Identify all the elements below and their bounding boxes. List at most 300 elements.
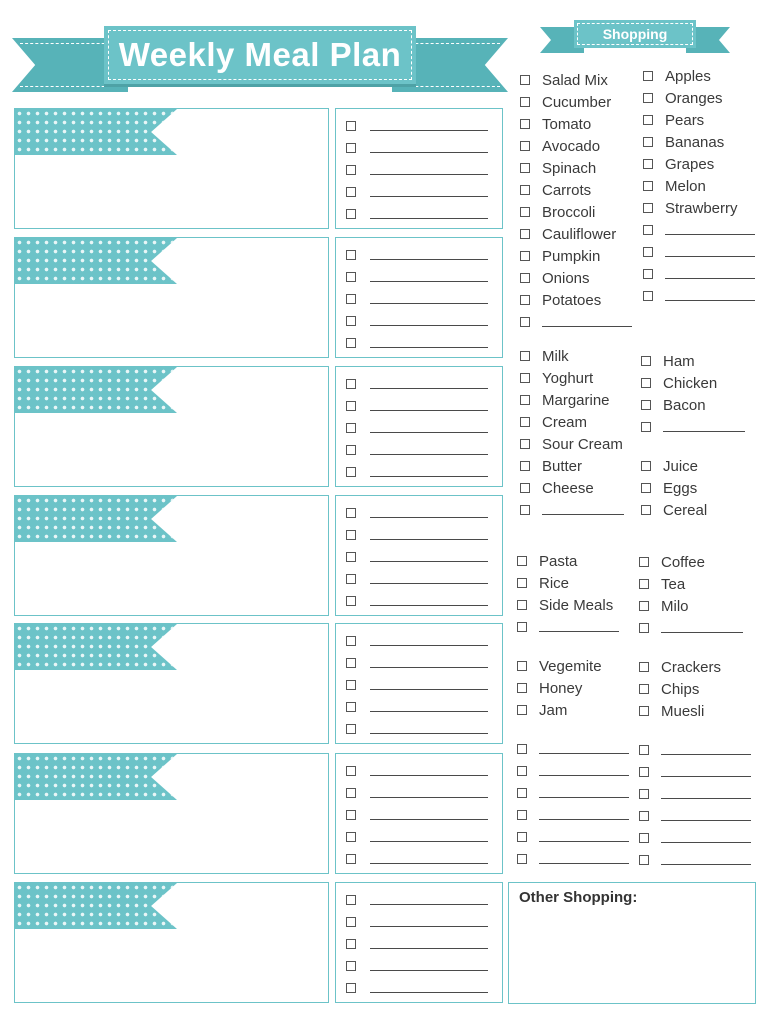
write-in-line[interactable] <box>539 810 629 820</box>
write-in-line[interactable] <box>539 622 619 632</box>
shopping-item <box>639 805 751 827</box>
write-in-line[interactable] <box>370 401 488 411</box>
polka-dot-flag <box>15 367 177 413</box>
checkbox[interactable] <box>639 601 649 611</box>
pantry-list-right <box>639 551 743 639</box>
write-in-line[interactable] <box>370 854 488 864</box>
checkbox[interactable] <box>346 316 356 326</box>
shopping-item <box>643 87 755 109</box>
checkbox[interactable] <box>346 680 356 690</box>
checkbox[interactable] <box>643 115 653 125</box>
write-in-line[interactable] <box>370 917 488 927</box>
shopping-item <box>520 91 632 113</box>
write-in-line[interactable] <box>370 445 488 455</box>
shopping-item <box>520 367 624 389</box>
checkbox[interactable] <box>643 71 653 81</box>
write-in-line[interactable] <box>665 247 755 257</box>
write-in-line[interactable] <box>661 833 751 843</box>
checkbox[interactable] <box>520 295 530 305</box>
shopping-item <box>639 573 743 595</box>
checkbox[interactable] <box>346 983 356 993</box>
checkbox[interactable] <box>520 75 530 85</box>
shopping-item <box>641 499 707 521</box>
shopping-item <box>639 739 751 761</box>
checklist-row <box>346 524 502 546</box>
checkbox[interactable] <box>639 789 649 799</box>
write-in-line[interactable] <box>370 508 488 518</box>
write-in-line[interactable] <box>370 209 488 219</box>
checklist-row <box>346 266 502 288</box>
write-in-line[interactable] <box>665 225 755 235</box>
shopping-item <box>517 655 602 677</box>
write-in-line[interactable] <box>370 272 488 282</box>
day-checklist <box>335 108 503 229</box>
shopping-item-label: Tea <box>661 575 686 593</box>
shopping-item <box>520 311 632 333</box>
day-meal-box[interactable] <box>14 882 329 1003</box>
checkbox[interactable] <box>346 917 356 927</box>
checklist-row <box>346 568 502 590</box>
checkbox[interactable] <box>346 121 356 131</box>
checkbox[interactable] <box>517 578 527 588</box>
checkbox[interactable] <box>517 810 527 820</box>
shopping-item <box>520 245 632 267</box>
shopping-item <box>520 223 632 245</box>
breakfast-list <box>641 455 707 521</box>
shopping-item-label: Yoghurt <box>542 369 594 387</box>
checkbox[interactable] <box>520 163 530 173</box>
shopping-item <box>641 416 745 438</box>
shopping-item <box>639 827 751 849</box>
write-in-line[interactable] <box>370 121 488 131</box>
checkbox[interactable] <box>346 445 356 455</box>
checkbox[interactable] <box>639 579 649 589</box>
checkbox[interactable] <box>346 961 356 971</box>
write-in-line[interactable] <box>661 623 743 633</box>
shopping-item <box>520 289 632 311</box>
day-meal-box[interactable] <box>14 237 329 358</box>
checkbox[interactable] <box>346 702 356 712</box>
checklist-row <box>346 977 502 999</box>
checkbox[interactable] <box>643 225 653 235</box>
checklist-row <box>346 115 502 137</box>
checkbox[interactable] <box>346 467 356 477</box>
shopping-item-label: Crackers <box>661 658 722 676</box>
checklist-row <box>346 373 502 395</box>
checkbox[interactable] <box>346 423 356 433</box>
checkbox[interactable] <box>520 97 530 107</box>
spreads-list <box>517 655 602 721</box>
checkbox[interactable] <box>641 378 651 388</box>
shopping-item <box>639 551 743 573</box>
checkbox[interactable] <box>346 401 356 411</box>
shopping-item <box>643 285 755 307</box>
checkbox[interactable] <box>639 706 649 716</box>
day-checklist <box>335 366 503 487</box>
shopping-item <box>643 219 755 241</box>
shopping-item-label: Chicken <box>663 374 718 392</box>
checklist-row <box>346 159 502 181</box>
shopping-item-label: Milo <box>661 597 689 615</box>
write-in-line[interactable] <box>661 855 751 865</box>
write-in-line[interactable] <box>663 422 745 432</box>
write-in-line[interactable] <box>661 811 751 821</box>
title-banner <box>12 26 508 98</box>
shopping-item <box>517 804 629 826</box>
checklist-row <box>346 911 502 933</box>
dairy-list <box>520 345 624 521</box>
checkbox[interactable] <box>346 658 356 668</box>
shopping-item <box>639 849 751 871</box>
checklist-row <box>346 439 502 461</box>
write-in-line[interactable] <box>370 680 488 690</box>
day-meal-box[interactable] <box>14 495 329 616</box>
checkbox[interactable] <box>346 895 356 905</box>
day-meal-box[interactable] <box>14 366 329 487</box>
checklist-row <box>346 590 502 612</box>
checkbox[interactable] <box>346 724 356 734</box>
checkbox[interactable] <box>346 530 356 540</box>
shopping-item-label: Cauliflower <box>542 225 617 243</box>
day-meal-box[interactable] <box>14 753 329 874</box>
checklist-row <box>346 244 502 266</box>
write-in-line[interactable] <box>539 854 629 864</box>
checkbox[interactable] <box>346 187 356 197</box>
checkbox[interactable] <box>639 855 649 865</box>
shopping-item-label: Rice <box>539 574 570 592</box>
write-in-line[interactable] <box>370 250 488 260</box>
checkbox[interactable] <box>520 229 530 239</box>
write-in-line[interactable] <box>370 316 488 326</box>
checkbox[interactable] <box>346 508 356 518</box>
shopping-item-label: Tomato <box>542 115 592 133</box>
checkbox[interactable] <box>643 269 653 279</box>
checklist-row <box>346 696 502 718</box>
shopping-item-label: Potatoes <box>542 291 602 309</box>
checkbox[interactable] <box>346 596 356 606</box>
shopping-item-label: Side Meals <box>539 596 614 614</box>
day-checklist <box>335 882 503 1003</box>
write-in-line[interactable] <box>542 317 632 327</box>
write-in-line[interactable] <box>370 552 488 562</box>
checkbox[interactable] <box>346 143 356 153</box>
snacks-list <box>639 656 721 722</box>
checkbox[interactable] <box>520 251 530 261</box>
shopping-item <box>639 617 743 639</box>
checklist-row <box>346 889 502 911</box>
shopping-item-label: Bananas <box>665 133 725 151</box>
checklist-row <box>346 674 502 696</box>
checkbox[interactable] <box>346 574 356 584</box>
checklist-row <box>346 782 502 804</box>
checkbox[interactable] <box>346 379 356 389</box>
checkbox[interactable] <box>517 705 527 715</box>
checkbox[interactable] <box>346 209 356 219</box>
shopping-item <box>641 394 745 416</box>
shopping-item-label: Jam <box>539 701 568 719</box>
shopping-item <box>520 345 624 367</box>
checkbox[interactable] <box>517 788 527 798</box>
checkbox[interactable] <box>520 119 530 129</box>
shopping-item <box>643 65 755 87</box>
checkbox[interactable] <box>517 832 527 842</box>
checkbox[interactable] <box>520 351 530 361</box>
checkbox[interactable] <box>346 939 356 949</box>
shopping-item <box>520 69 632 91</box>
checkbox[interactable] <box>517 766 527 776</box>
day-meal-box[interactable] <box>14 623 329 744</box>
checkbox[interactable] <box>639 745 649 755</box>
checkbox[interactable] <box>520 373 530 383</box>
write-in-line[interactable] <box>661 789 751 799</box>
shopping-item-label: Onions <box>542 269 590 287</box>
day-checklist <box>335 623 503 744</box>
write-in-line[interactable] <box>370 724 488 734</box>
checkbox[interactable] <box>641 422 651 432</box>
shopping-item <box>641 477 707 499</box>
shopping-item <box>517 699 602 721</box>
write-in-line[interactable] <box>370 294 488 304</box>
shopping-item <box>643 131 755 153</box>
checkbox[interactable] <box>517 600 527 610</box>
shopping-title: Shopping <box>602 26 668 42</box>
checkbox[interactable] <box>346 636 356 646</box>
write-in-line[interactable] <box>661 767 751 777</box>
shopping-item <box>639 700 721 722</box>
checkbox[interactable] <box>643 159 653 169</box>
checkbox[interactable] <box>520 185 530 195</box>
shopping-ribbon <box>574 20 696 48</box>
shopping-item-label: Butter <box>542 457 583 475</box>
shopping-item-label: Coffee <box>661 553 705 571</box>
checkbox[interactable] <box>643 203 653 213</box>
checklist-row <box>346 137 502 159</box>
checkbox[interactable] <box>639 623 649 633</box>
checkbox[interactable] <box>520 395 530 405</box>
checkbox[interactable] <box>346 810 356 820</box>
checkbox[interactable] <box>639 767 649 777</box>
write-in-line[interactable] <box>370 961 488 971</box>
write-in-line[interactable] <box>370 423 488 433</box>
shopping-item-label: Strawberry <box>665 199 738 217</box>
checklist-row <box>346 760 502 782</box>
write-in-line[interactable] <box>370 574 488 584</box>
shopping-item <box>520 201 632 223</box>
write-in-line[interactable] <box>539 832 629 842</box>
checkbox[interactable] <box>643 181 653 191</box>
write-in-line[interactable] <box>539 744 629 754</box>
checkbox[interactable] <box>346 788 356 798</box>
polka-dot-flag <box>15 754 177 800</box>
write-in-line[interactable] <box>665 291 755 301</box>
write-in-line[interactable] <box>539 766 629 776</box>
write-in-line[interactable] <box>370 810 488 820</box>
shopping-item-label: Cucumber <box>542 93 612 111</box>
checkbox[interactable] <box>346 854 356 864</box>
shopping-item <box>643 197 755 219</box>
checkbox[interactable] <box>346 165 356 175</box>
checkbox[interactable] <box>643 291 653 301</box>
checkbox[interactable] <box>520 505 530 515</box>
other-shopping-label: Other Shopping: <box>519 889 638 906</box>
checkbox[interactable] <box>639 557 649 567</box>
shopping-banner <box>540 20 730 56</box>
checkbox[interactable] <box>641 505 651 515</box>
shopping-item-label: Apples <box>665 67 711 85</box>
write-in-line[interactable] <box>665 269 755 279</box>
shopping-item <box>643 109 755 131</box>
shopping-item <box>639 678 721 700</box>
write-in-line[interactable] <box>370 338 488 348</box>
write-in-line[interactable] <box>370 467 488 477</box>
polka-dot-flag <box>15 496 177 542</box>
shopping-item-label: Pears <box>665 111 705 129</box>
checkbox[interactable] <box>517 661 527 671</box>
checklist-row <box>346 332 502 354</box>
checkbox[interactable] <box>346 272 356 282</box>
checklist-row <box>346 546 502 568</box>
checklist-row <box>346 826 502 848</box>
polka-dot-flag <box>15 109 177 155</box>
checkbox[interactable] <box>643 137 653 147</box>
checkbox[interactable] <box>346 766 356 776</box>
checkbox[interactable] <box>517 683 527 693</box>
write-in-line[interactable] <box>370 983 488 993</box>
write-in-line[interactable] <box>370 596 488 606</box>
checkbox[interactable] <box>520 461 530 471</box>
checklist-row <box>346 804 502 826</box>
checkbox[interactable] <box>346 338 356 348</box>
shopping-item <box>641 455 707 477</box>
checklist-row <box>346 203 502 225</box>
polka-dot-flag <box>15 883 177 929</box>
polka-dot-flag <box>15 624 177 670</box>
write-in-line[interactable] <box>370 702 488 712</box>
day-checklist <box>335 495 503 616</box>
write-in-line[interactable] <box>370 895 488 905</box>
checkbox[interactable] <box>639 662 649 672</box>
checkbox[interactable] <box>641 356 651 366</box>
write-in-line[interactable] <box>542 505 624 515</box>
write-in-line[interactable] <box>370 658 488 668</box>
shopping-item <box>520 411 624 433</box>
shopping-item-label: Pumpkin <box>542 247 601 265</box>
shopping-item-label: Avocado <box>542 137 601 155</box>
write-in-line[interactable] <box>370 143 488 153</box>
write-in-line[interactable] <box>370 379 488 389</box>
checkbox[interactable] <box>641 400 651 410</box>
checklist-row <box>346 417 502 439</box>
day-meal-box[interactable] <box>14 108 329 229</box>
checkbox[interactable] <box>639 684 649 694</box>
checkbox[interactable] <box>520 273 530 283</box>
write-in-line[interactable] <box>370 832 488 842</box>
fruit-list <box>643 65 755 307</box>
shopping-item <box>639 656 721 678</box>
shopping-item-label: Milk <box>542 347 569 365</box>
checkbox[interactable] <box>346 552 356 562</box>
shopping-item-label: Oranges <box>665 89 723 107</box>
shopping-item-label: Spinach <box>542 159 597 177</box>
write-in-line[interactable] <box>370 187 488 197</box>
shopping-item <box>517 826 629 848</box>
write-in-line[interactable] <box>370 165 488 175</box>
shopping-item <box>639 783 751 805</box>
shopping-item-label: Sour Cream <box>542 435 623 453</box>
shopping-item <box>520 477 624 499</box>
other-shopping-box[interactable] <box>508 882 756 1004</box>
shopping-item <box>517 550 619 572</box>
shopping-item-label: Margarine <box>542 391 610 409</box>
write-in-line[interactable] <box>370 636 488 646</box>
shopping-item <box>643 153 755 175</box>
shopping-item-label: Chips <box>661 680 700 698</box>
shopping-item <box>517 616 619 638</box>
checkbox[interactable] <box>641 483 651 493</box>
checkbox[interactable] <box>520 317 530 327</box>
shopping-item <box>520 455 624 477</box>
shopping-item-label: Cream <box>542 413 588 431</box>
checklist-row <box>346 395 502 417</box>
shopping-item-label: Grapes <box>665 155 715 173</box>
checkbox[interactable] <box>639 833 649 843</box>
checkbox[interactable] <box>517 854 527 864</box>
checklist-row <box>346 652 502 674</box>
checkbox[interactable] <box>517 622 527 632</box>
write-in-line[interactable] <box>661 745 751 755</box>
shopping-item <box>639 761 751 783</box>
shopping-item <box>517 760 629 782</box>
checkbox[interactable] <box>520 207 530 217</box>
checklist-row <box>346 181 502 203</box>
banner-ribbon <box>104 26 416 84</box>
checkbox[interactable] <box>346 832 356 842</box>
checkbox[interactable] <box>520 141 530 151</box>
extra-list-left <box>517 738 629 870</box>
write-in-line[interactable] <box>370 766 488 776</box>
write-in-line[interactable] <box>370 788 488 798</box>
shopping-item <box>643 241 755 263</box>
checkbox[interactable] <box>517 744 527 754</box>
write-in-line[interactable] <box>370 530 488 540</box>
shopping-item-label: Melon <box>665 177 706 195</box>
checkbox[interactable] <box>643 93 653 103</box>
write-in-line[interactable] <box>539 788 629 798</box>
write-in-line[interactable] <box>370 939 488 949</box>
checkbox[interactable] <box>517 556 527 566</box>
meat-list <box>641 350 745 438</box>
checkbox[interactable] <box>520 483 530 493</box>
extra-list-right <box>639 739 751 871</box>
checkbox[interactable] <box>346 250 356 260</box>
checkbox[interactable] <box>346 294 356 304</box>
checkbox[interactable] <box>520 439 530 449</box>
shopping-item <box>643 175 755 197</box>
shopping-item-label: Ham <box>663 352 695 370</box>
checklist-row <box>346 848 502 870</box>
shopping-item-label: Bacon <box>663 396 706 414</box>
checkbox[interactable] <box>641 461 651 471</box>
shopping-item-label: Cereal <box>663 501 708 519</box>
checkbox[interactable] <box>520 417 530 427</box>
shopping-item <box>517 677 602 699</box>
shopping-item-label: Eggs <box>663 479 698 497</box>
shopping-item <box>520 179 632 201</box>
checklist-row <box>346 288 502 310</box>
shopping-item <box>520 499 624 521</box>
checkbox[interactable] <box>639 811 649 821</box>
checkbox[interactable] <box>643 247 653 257</box>
